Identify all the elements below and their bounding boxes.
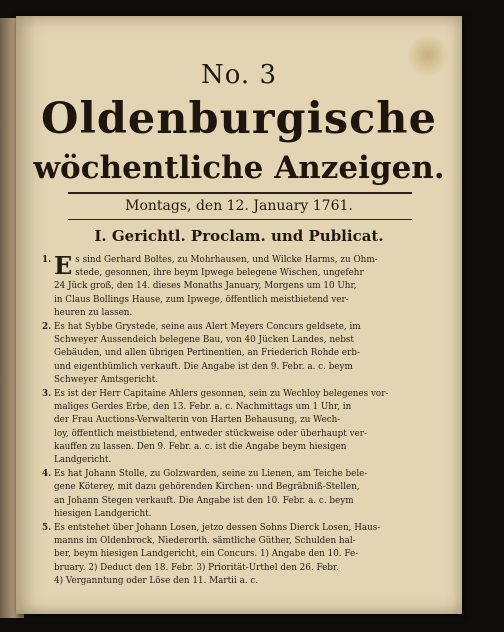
masthead-title-line1: Oldenburgische: [41, 94, 437, 144]
notice-text-line: kauffen zu lassen. Den 9. Febr. a. c. ist die Angabe beym hiesigen: [54, 441, 347, 452]
notice-text-line: an Johann Stegen verkauft. Die Angabe ist den 10. Febr. a. c. beym: [54, 495, 354, 506]
notice-text-line: hiesigen Landgericht.: [54, 508, 152, 519]
notice-text-line: 4) Verganntung oder Löse den 11. Martii a. c.: [54, 575, 259, 586]
notice-item: [42, 251, 428, 320]
notice-text-line: Schweyer Amtsgericht.: [54, 374, 159, 385]
notice-text-line: der Frau Auctions-Verwalterin von Harten Behausung, zu Wech-: [54, 415, 341, 426]
notice-text-line: maliges Gerdes Erbe, den 13. Febr. a. c. Nachmittags um 1 Uhr, in: [54, 402, 352, 413]
notice-text-line: Es ist der Herr Capitaine Ahlers gesonnen, sein zu Wechloy belegenes vor-: [54, 389, 389, 400]
notice-text-line: Es hat Johann Stolle, zu Golzwarden, seine zu Lienen, am Teiche bele-: [54, 469, 368, 480]
notice-text-line: heuren zu lassen.: [54, 307, 133, 318]
notice-text-line: s sind Gerhard Boltes, zu Mohrhausen, und Wilcke Harms, zu Ohm-: [75, 255, 378, 265]
newspaper-page: [16, 16, 462, 614]
notice-text-line: gene Köterey, mit dazu gehörenden Kirchen- und Begräbniß-Stellen,: [54, 482, 360, 493]
notice-number: 5.: [42, 523, 52, 534]
notice-item: [42, 468, 428, 521]
section-heading: I. Gerichtl. Proclam. und Publicat.: [94, 227, 384, 245]
issue-number: No. 3: [200, 60, 278, 90]
notice-number: 2.: [42, 322, 52, 333]
notice-text-line: in Claus Bollings Hause, zum Ipwege, öffentlich meistbietend ver-: [54, 294, 349, 305]
notice-number: 3.: [42, 389, 52, 400]
notice-text-line: Es entstehet über Johann Losen, jetzo dessen Sohns Dierck Losen, Haus-: [54, 523, 381, 534]
notice-number: 1.: [42, 255, 52, 265]
notice-text-line: Landgericht.: [54, 455, 112, 466]
notice-item: [42, 321, 428, 387]
notice-text-line: ber, beym hiesigen Landgericht, ein Concurs. 1) Angabe den 10. Fe-: [54, 549, 359, 560]
notice-item: [42, 388, 428, 467]
notice-text-line: Schweyer Aussendeich belegene Bau, von 40 Jücken Landes, nebst: [54, 335, 354, 346]
notice-number: 4.: [42, 469, 52, 480]
notices-list: [42, 251, 428, 589]
masthead-title-line2: wöchentliche Anzeigen.: [33, 150, 445, 186]
notice-text-line: stede, gesonnen, ihre beym Ipwege belegene Wischen, ungefehr: [75, 268, 364, 279]
rule-below-date: [68, 219, 412, 220]
notice-text-line: bruary. 2) Deduct den 18. Febr. 3) Priorität-Urthel den 26. Febr.: [54, 562, 339, 573]
notice-item: [42, 522, 428, 588]
notice-text-line: 24 Jück groß, den 14. dieses Monaths January, Morgens um 10 Uhr,: [54, 281, 357, 292]
rule-above-date: [68, 192, 412, 194]
notice-text-line: Gebäuden, und allen übrigen Pertinentien, an Friederich Rohde erb-: [54, 348, 360, 359]
notice-text-line: und eigenthümlich verkauft. Die Angabe ist den 9. Febr. a. c. beym: [54, 361, 353, 372]
notice-text-line: loy, öffentlich meistbietend, entweder stückweise oder überhaupt ver-: [54, 428, 367, 439]
notice-text-line: manns im Oldenbrock, Niederorth. sämtliche Güther, Schulden hal-: [54, 536, 356, 547]
drop-cap: E: [54, 251, 73, 280]
issue-date: Montags, den 12. January 1761.: [125, 198, 353, 214]
notice-text-line: Es hat Sybbe Grystede, seine aus Alert Meyers Concurs geldsete, im: [54, 322, 361, 333]
